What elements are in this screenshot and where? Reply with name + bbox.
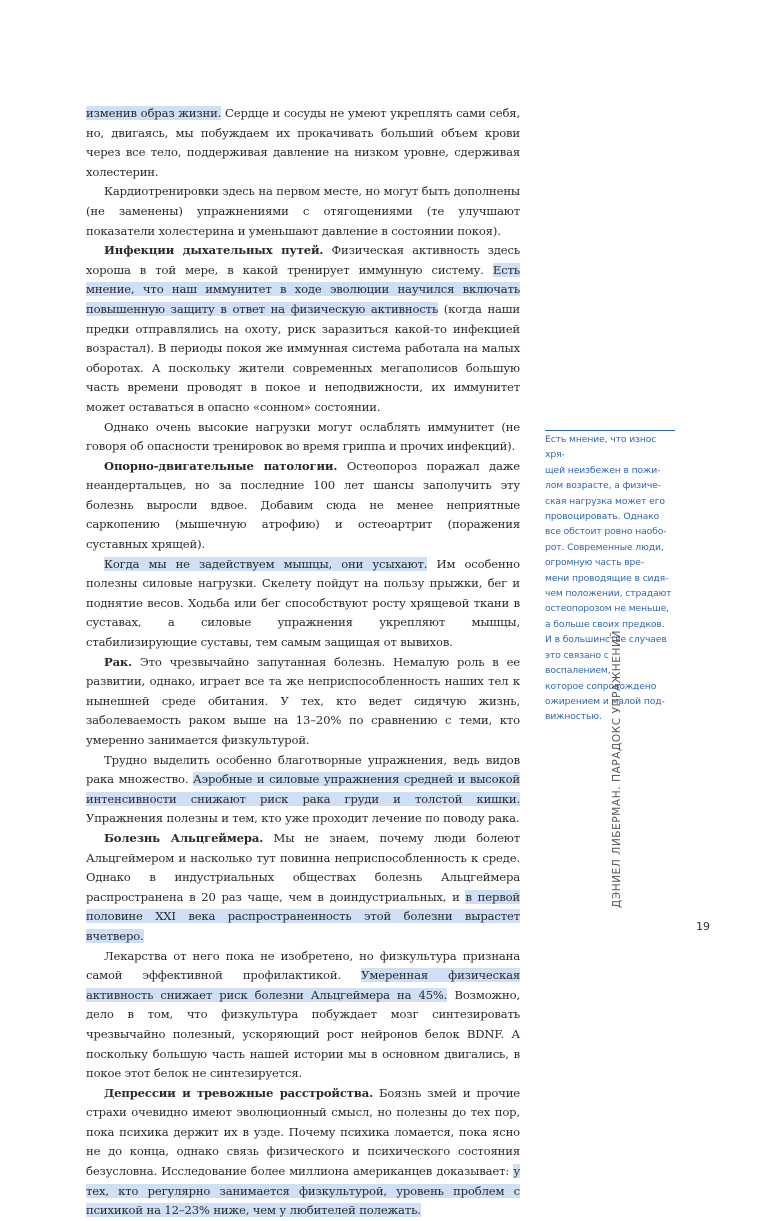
sidenote-line: чем положении, страдают bbox=[545, 588, 672, 600]
text-segment: Лекарства от него пока не изобретено, но физкультура признана самой эффективной профилактикой. bbox=[86, 948, 520, 983]
text-segment: Сердце и сосуды не умеют укреплять сами себя, но, двигаясь, мы побуждаем их прокачивать больший объем крови через все тело, поддерживая давление на низком уровне, сдерживая холестерин. bbox=[86, 106, 520, 179]
paragraph bbox=[86, 104, 520, 182]
text-segment: (когда наши предки отправлялись на охоту, риск заразиться какой-то инфекцией возрастал). В периоды покоя же иммунная система работала на малых оборотах. А поскольку жители современных мегаполисов большую часть времени проводят в покое и неподвижности, их иммунитет может оставаться в опасно «сонном» состоянии. bbox=[86, 301, 520, 414]
sidenote-line: щей неизбежен в пожи- bbox=[545, 464, 661, 476]
text-segment: Это чрезвычайно запутанная болезнь. Немалую роль в ее развитии, однако, играет все та же неприспособленность наших тел к нынешней среде обитания. У тех, кто ведет сидячую жизнь, заболеваемость раком выше на 13–20% по сравнению с теми, кто умеренно занимается физкультурой. bbox=[86, 654, 520, 747]
running-head: ДЭНИЕЛ ЛИБЕРМАН. ПАРАДОКС УПРАЖНЕНИЙ bbox=[611, 630, 623, 908]
sidenote-line: все обстоит ровно наобо- bbox=[545, 526, 667, 538]
paragraph bbox=[86, 829, 520, 947]
highlighted-text: в первой половине XXI века распространенность этой болезни вырастет вчетверо. bbox=[86, 889, 520, 943]
sidenote-line: И в большинстве случаев bbox=[545, 634, 667, 646]
text-segment: Им особенно полезны силовые нагрузки. Скелету пойдут на пользу прыжки, бег и поднятие весов. Ходьба или бег способствуют росту хрящевой ткани в суставах, а силовые упражнения укрепляют мышцы, стабилизирующие суставы, тем самым защищая от вывихов. bbox=[86, 556, 520, 650]
sidenote-line: ская нагрузка может его bbox=[545, 495, 665, 507]
page-number: 19 bbox=[696, 920, 710, 933]
paragraph bbox=[86, 241, 520, 417]
text-segment: Боязнь змей и прочие страхи очевидно имеют эволюционный смысл, но полезны до тех пор, пока психика держит их в узде. Почему психика ломается, пока ясно не до конца, однако связь физического и психического состояния безусловна. Исследование более миллиона американцев доказывает: bbox=[86, 1085, 520, 1179]
highlighted-text: у тех, кто регулярно занимается физкультурой, уровень проблем с психикой на 12–23% ниже, чем у любителей полежать. bbox=[86, 1164, 520, 1218]
text-segment: Кардиотренировки здесь на первом месте, но могут быть дополнены (не заменены) упражнениями с отягощениями (те улучшают показатели холестерина и уменьшают давление в состоянии покоя). bbox=[86, 184, 520, 238]
text-segment: Остеопороз поражал даже неандертальцев, но за последние 100 лет шансы заполучить эту болезнь выросли вдвое. Добавим сюда не менее неприятные саркопению (мышечную атрофию) и остеоартрит (поражения суставных хрящей). bbox=[86, 458, 521, 552]
sidenote-line: вижностью. bbox=[545, 711, 602, 723]
text-segment: Физическая активность здесь хороша в той мере, в какой тренирует иммунную систему. bbox=[86, 243, 520, 277]
sidenote-line: Есть мнение, что износ хря- bbox=[545, 434, 657, 461]
highlighted-text: Есть мнение, что наш иммунитет в ходе эволюции научился включать повышенную защиту в ответ на физическую активность bbox=[86, 262, 520, 316]
sidenote-line: а больше своих предков. bbox=[545, 618, 665, 630]
sidenote-line: ожирением и малой под- bbox=[545, 695, 665, 707]
text-segment: Мы не знаем, почему люди болеют Альцгеймером и насколько тут повинна неприспособленность к среде. Однако в индустриальных обществах болезнь Альцгеймера распространена в 20 раз чаще, чем в доиндустриальных, и bbox=[86, 830, 520, 904]
main-text-column bbox=[86, 104, 520, 1221]
section-heading: Рак. bbox=[104, 654, 133, 669]
section-heading: Депрессии и тревожные расстройства. bbox=[104, 1085, 373, 1100]
sidenote-line: провоцировать. Однако bbox=[545, 511, 660, 523]
sidenote-line: огромную часть вре- bbox=[545, 557, 645, 569]
paragraph bbox=[86, 457, 520, 555]
sidenote-line: это связано с воспалением, bbox=[545, 649, 611, 677]
section-heading: Болезнь Альцгеймера. bbox=[104, 830, 264, 845]
sidenote-line: остеопорозом не меньше, bbox=[545, 603, 670, 615]
paragraph bbox=[86, 182, 520, 241]
text-segment: Упражнения полезны и тем, кто уже проходит лечение по поводу рака. bbox=[86, 811, 520, 826]
text-segment: Возможно, дело в том, что физкультура побуждает мозг синтезировать чрезвычайно полезный, ускоряющий рост нейронов белок BDNF. А поскольку большую часть нашей истории мы в основном двигались, в покое этот белок не синтезируется. bbox=[86, 987, 520, 1081]
section-heading: Опорно-двигательные патологии. bbox=[104, 458, 338, 473]
sidenote-rule bbox=[545, 430, 675, 431]
highlighted-text: изменив образ жизни. bbox=[86, 106, 222, 120]
paragraph bbox=[86, 418, 520, 457]
sidenote-line: которое сопровождено bbox=[545, 680, 657, 692]
paragraph bbox=[86, 653, 520, 751]
sidenote-line: лом возрасте, а физиче- bbox=[545, 480, 661, 492]
highlighted-text: Умеренная физическая активность снижает риск болезни Альцгеймера на 45%. bbox=[86, 968, 520, 1002]
paragraph bbox=[86, 751, 520, 829]
sidenote-line: рот. Современные люди, bbox=[545, 541, 664, 553]
paragraph bbox=[86, 947, 520, 1084]
text-segment: Однако очень высокие нагрузки могут ослаблять иммунитет (не говоря об опасности тренировок во время гриппа и прочих инфекций). bbox=[86, 419, 520, 454]
paragraph bbox=[86, 1084, 520, 1221]
highlighted-text: Аэробные и силовые упражнения средней и высокой интенсивности снижают риск рака груди и толстой кишки. bbox=[86, 772, 520, 806]
highlighted-text: Когда мы не задействуем мышцы, они усыхают. bbox=[104, 556, 428, 571]
text-segment: Трудно выделить особенно благотворные упражнения, ведь видов рака множество. bbox=[86, 752, 520, 787]
sidenote-line: мени проводящие в сидя- bbox=[545, 572, 669, 584]
paragraph bbox=[86, 555, 520, 653]
section-heading: Инфекции дыхательных путей. bbox=[104, 243, 324, 258]
